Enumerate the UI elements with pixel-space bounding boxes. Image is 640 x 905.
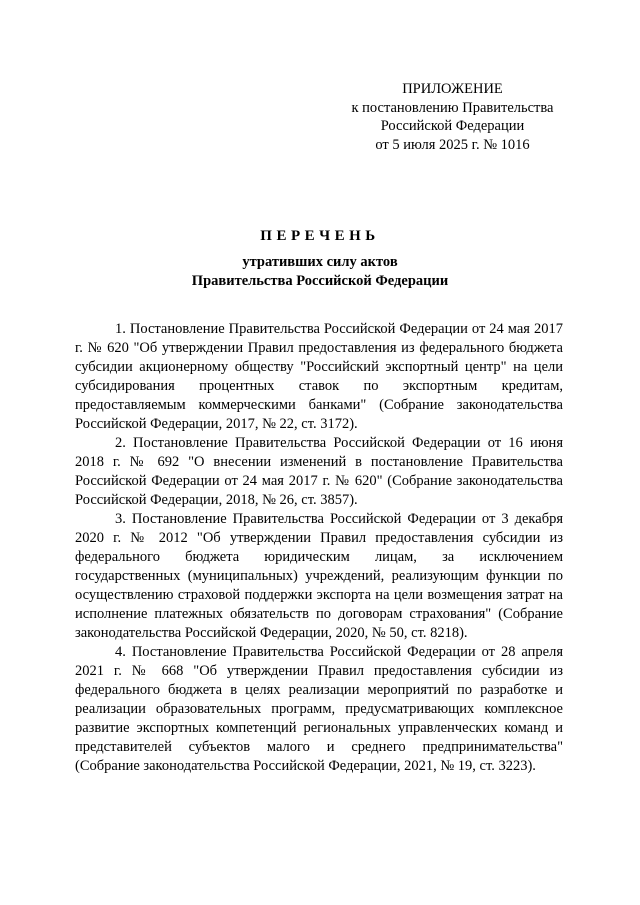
appendix-authority: Российской Федерации bbox=[380, 118, 525, 134]
subtitle-line-2: Правительства Российской Федерации bbox=[191, 272, 449, 289]
list-item: 4. Постановление Правительства Российской Федерации от 28 апреля 2021 г. № 668 "Об утверждении Правил предоставления субсидии из федерального бюджета в целях реализации мероприятий по разработке и реализации образовательных программ, предусматривающих комплексное развитие экспортных компетенций региональных управленческих команд и представителей субъектов малого и среднего предпринимательства" (Собрание законодательства Российской Федерации, 2021, № 19, ст. 3223). bbox=[75, 644, 563, 774]
list-item: 1. Постановление Правительства Российской Федерации от 24 мая 2017 г. № 620 "Об утверждении Правил предоставления из федерального бюджета субсидии акционерному обществу "Российский экспортный центр" на цели субсидирования процентных ставок по экспортным кредитам, предоставляемым коммерческими банками" (Собрание законодательства Российской Федерации, 2017, № 22, ст. 3172). bbox=[75, 321, 563, 432]
document-subtitle bbox=[0, 253, 640, 290]
appendix-header bbox=[330, 80, 575, 154]
appendix-date: от 5 июля 2025 г. № 1016 bbox=[375, 136, 530, 153]
list-item: 3. Постановление Правительства Российской Федерации от 3 декабря 2020 г. № 2012 "Об утверждении Правил предоставления субсидии из федерального бюджета юридическим лицам, за исключением государственных (муниципальных) учреждений, реализующим функции по осуществлению страховой поддержки экспорта на цели возмещения затрат на исполнение платежных обязательств по договорам страхования" (Собрание законодательства Российской Федерации, 2020, № 50, ст. 8218). bbox=[75, 511, 563, 641]
list-body bbox=[75, 320, 563, 776]
appendix-reference: к постановлению Правительства bbox=[351, 99, 554, 116]
subtitle-line-1: утративших силу актов bbox=[242, 254, 398, 270]
appendix-title: ПРИЛОЖЕНИЕ bbox=[402, 81, 503, 97]
document-title: ПЕРЕЧЕНЬ bbox=[260, 228, 380, 244]
list-item: 2. Постановление Правительства Российской Федерации от 16 июня 2018 г. № 692 "О внесении изменений в постановление Правительства Российской Федерации от 24 мая 2017 г. № 620" (Собрание законодательства Российской Федерации, 2018, № 26, ст. 3857). bbox=[75, 435, 563, 508]
